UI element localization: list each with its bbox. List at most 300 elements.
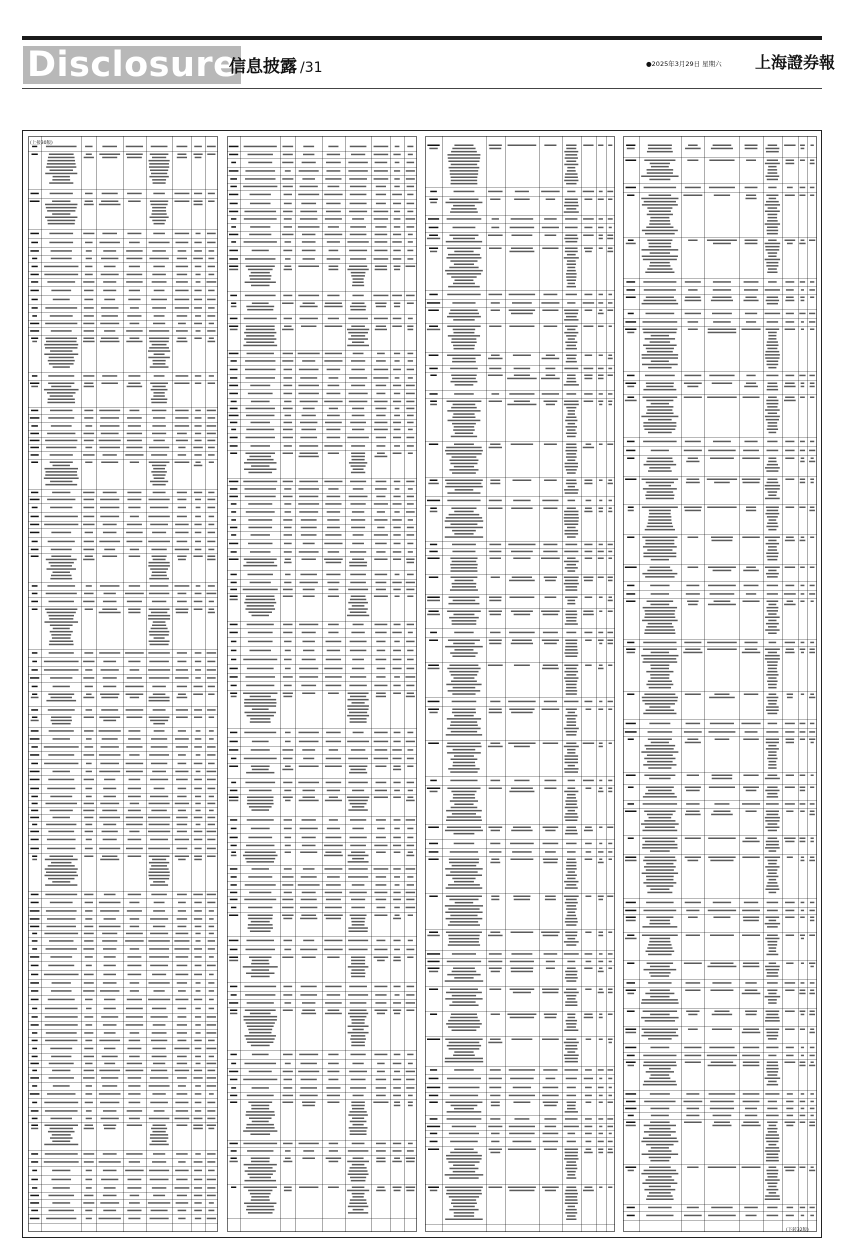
cell-text bbox=[52, 723, 71, 725]
cell-text bbox=[449, 1133, 479, 1135]
cell-text bbox=[649, 265, 670, 267]
cell-text bbox=[566, 632, 576, 634]
cell-text bbox=[50, 625, 73, 627]
cell-text bbox=[584, 701, 592, 703]
cell-text bbox=[30, 440, 40, 442]
cell-text bbox=[178, 754, 186, 756]
cell-text bbox=[101, 462, 118, 464]
cell-text bbox=[643, 425, 676, 427]
cell-text bbox=[284, 685, 292, 687]
cell-text bbox=[350, 1010, 367, 1012]
cell-text bbox=[100, 585, 120, 587]
cell-text bbox=[746, 593, 756, 595]
cell-text bbox=[545, 1126, 556, 1128]
cell-text bbox=[799, 195, 805, 197]
cell-text bbox=[628, 787, 634, 789]
cell-text bbox=[651, 668, 669, 670]
cell-text bbox=[207, 1195, 216, 1197]
cell-text bbox=[608, 1102, 613, 1104]
cell-text bbox=[541, 191, 560, 193]
cell-text bbox=[646, 383, 674, 385]
cell-text bbox=[53, 1187, 70, 1189]
cell-text bbox=[646, 684, 673, 686]
cell-text bbox=[684, 1122, 702, 1124]
cell-text bbox=[153, 266, 164, 268]
cell-text bbox=[103, 1195, 117, 1197]
cell-text bbox=[208, 383, 215, 385]
cell-text bbox=[151, 146, 168, 148]
cell-text bbox=[229, 481, 238, 483]
cell-text bbox=[48, 1131, 75, 1133]
cell-text bbox=[84, 1032, 93, 1034]
cell-text bbox=[451, 177, 478, 179]
cell-text bbox=[374, 892, 387, 894]
cell-text bbox=[230, 892, 237, 894]
cell-text bbox=[177, 433, 187, 435]
cell-text bbox=[686, 461, 699, 463]
cell-text bbox=[599, 480, 603, 482]
cell-text bbox=[209, 1056, 214, 1058]
cell-text bbox=[453, 413, 474, 415]
cell-text bbox=[810, 649, 815, 651]
cell-text bbox=[84, 290, 93, 292]
cell-text bbox=[811, 458, 814, 460]
cell-text bbox=[99, 754, 121, 756]
cell-text bbox=[429, 896, 437, 898]
cell-text bbox=[394, 306, 400, 308]
cell-text bbox=[102, 556, 117, 558]
cell-text bbox=[352, 1196, 363, 1198]
cell-text bbox=[99, 652, 120, 654]
cell-text bbox=[767, 585, 778, 587]
cell-text bbox=[449, 1048, 480, 1050]
cell-text bbox=[450, 564, 477, 566]
cell-text bbox=[711, 537, 733, 539]
cell-text bbox=[566, 294, 577, 296]
cell-text bbox=[31, 709, 38, 711]
cell-text bbox=[430, 632, 437, 634]
cell-text bbox=[393, 534, 400, 536]
cell-text bbox=[769, 892, 777, 894]
cell-text bbox=[799, 243, 805, 245]
cell-text bbox=[768, 256, 776, 258]
cell-text bbox=[542, 989, 559, 991]
cell-text bbox=[544, 218, 557, 220]
cell-text bbox=[567, 752, 575, 754]
cell-text bbox=[230, 1010, 237, 1012]
cell-text bbox=[766, 513, 780, 515]
cell-text bbox=[207, 848, 216, 850]
cell-text bbox=[99, 1040, 120, 1042]
cell-text bbox=[298, 488, 318, 490]
cell-text bbox=[686, 1011, 699, 1013]
cell-text bbox=[607, 827, 613, 829]
cell-text bbox=[101, 697, 118, 699]
cell-text bbox=[768, 207, 777, 209]
cell-text bbox=[625, 910, 636, 912]
cell-text bbox=[30, 499, 40, 501]
cell-text bbox=[766, 1011, 780, 1013]
cell-text bbox=[599, 746, 603, 748]
cell-text bbox=[810, 537, 814, 539]
cell-text bbox=[712, 1014, 732, 1016]
cell-text bbox=[196, 771, 201, 773]
cell-text bbox=[53, 686, 70, 688]
cell-text bbox=[642, 620, 678, 622]
cell-text bbox=[129, 831, 139, 833]
cell-text bbox=[448, 884, 480, 886]
cell-text bbox=[714, 803, 729, 805]
cell-text bbox=[625, 857, 636, 859]
date-line bbox=[646, 59, 722, 68]
cell-text bbox=[406, 170, 415, 172]
cell-text bbox=[649, 485, 671, 487]
cell-text bbox=[49, 618, 73, 620]
cell-text bbox=[800, 803, 806, 805]
cell-text bbox=[349, 949, 368, 951]
cell-text bbox=[48, 694, 74, 696]
cell-text bbox=[810, 811, 815, 813]
cell-text bbox=[509, 1126, 535, 1128]
cell-text bbox=[326, 429, 340, 431]
cell-text bbox=[103, 948, 116, 950]
cell-text bbox=[285, 845, 291, 847]
cell-text bbox=[510, 227, 534, 229]
cell-text bbox=[30, 738, 40, 740]
cell-text bbox=[152, 1032, 167, 1034]
cell-text bbox=[786, 739, 795, 741]
cell-text bbox=[193, 1077, 202, 1079]
cell-text bbox=[810, 145, 813, 147]
cell-text bbox=[248, 472, 272, 474]
cell-text bbox=[685, 187, 701, 189]
cell-text bbox=[565, 1005, 577, 1007]
cell-text bbox=[126, 694, 144, 696]
cell-text bbox=[767, 450, 779, 452]
cell-text bbox=[209, 956, 214, 958]
cell-text bbox=[801, 240, 805, 242]
cell-text bbox=[149, 803, 170, 805]
cell-text bbox=[586, 444, 592, 446]
cell-text bbox=[303, 146, 314, 148]
cell-text bbox=[299, 766, 319, 768]
cell-text bbox=[325, 303, 342, 305]
cell-text bbox=[767, 464, 778, 466]
cell-text bbox=[393, 1079, 401, 1081]
cell-text bbox=[231, 1150, 237, 1152]
cell-text bbox=[785, 321, 794, 323]
cell-text bbox=[302, 797, 314, 799]
cell-text bbox=[685, 510, 701, 512]
cell-text bbox=[448, 908, 479, 910]
cell-text bbox=[488, 191, 502, 193]
cell-text bbox=[452, 361, 476, 363]
cell-text bbox=[452, 1126, 476, 1128]
cell-text bbox=[394, 266, 401, 268]
cell-text bbox=[127, 601, 142, 603]
cell-text bbox=[126, 817, 143, 819]
cell-text bbox=[126, 330, 142, 332]
cell-text bbox=[128, 974, 142, 976]
cell-text bbox=[327, 790, 340, 792]
cell-text bbox=[448, 1087, 479, 1089]
cell-text bbox=[643, 642, 676, 644]
cell-text bbox=[243, 966, 278, 968]
cell-text bbox=[209, 717, 214, 719]
cell-text bbox=[208, 1128, 214, 1130]
cell-text bbox=[32, 266, 38, 268]
cell-text bbox=[566, 483, 577, 485]
cell-text bbox=[607, 251, 613, 253]
cell-text bbox=[627, 397, 634, 399]
cell-text bbox=[447, 154, 480, 156]
cell-text bbox=[565, 656, 577, 658]
cell-text bbox=[208, 290, 214, 292]
cell-text bbox=[393, 899, 401, 901]
cell-text bbox=[564, 520, 578, 522]
cell-text bbox=[608, 1149, 612, 1151]
cell-text bbox=[47, 612, 76, 614]
cell-text bbox=[648, 1038, 672, 1040]
cell-text bbox=[452, 878, 475, 880]
cell-text bbox=[765, 223, 780, 225]
cell-text bbox=[324, 360, 342, 362]
cell-text bbox=[768, 268, 777, 270]
cell-text bbox=[649, 923, 670, 925]
cell-text bbox=[300, 907, 317, 909]
cell-text bbox=[566, 743, 576, 745]
cell-text bbox=[599, 989, 603, 991]
cell-text bbox=[44, 274, 78, 276]
cell-text bbox=[768, 823, 778, 825]
cell-text bbox=[649, 195, 672, 197]
cell-text bbox=[195, 677, 201, 679]
cell-text bbox=[85, 1063, 92, 1065]
cell-text bbox=[429, 1102, 438, 1104]
cell-text bbox=[349, 462, 367, 464]
cell-text bbox=[350, 481, 366, 483]
cell-text bbox=[713, 917, 730, 919]
cell-text bbox=[491, 1105, 500, 1107]
cell-text bbox=[298, 782, 319, 784]
cell-text bbox=[491, 896, 499, 898]
cell-text bbox=[565, 646, 577, 648]
cell-text bbox=[708, 604, 736, 606]
cell-text bbox=[104, 956, 116, 958]
cell-text bbox=[767, 160, 778, 162]
cell-text bbox=[566, 393, 576, 395]
cell-text bbox=[599, 780, 602, 782]
cell-text bbox=[376, 1158, 385, 1160]
cell-text bbox=[154, 1110, 165, 1112]
cell-text bbox=[394, 676, 400, 678]
cell-text bbox=[300, 1063, 316, 1065]
cell-text bbox=[490, 862, 500, 864]
cell-text bbox=[429, 640, 438, 642]
cell-text bbox=[175, 417, 188, 419]
cell-text bbox=[583, 326, 593, 328]
cell-text bbox=[607, 444, 613, 446]
cell-text bbox=[229, 915, 238, 917]
cell-text bbox=[178, 447, 185, 449]
cell-text bbox=[208, 1170, 215, 1172]
cell-text bbox=[448, 944, 480, 946]
cell-text bbox=[86, 250, 92, 252]
cell-text bbox=[31, 556, 39, 558]
cell-text bbox=[800, 935, 805, 937]
cell-text bbox=[375, 543, 387, 545]
cell-text bbox=[429, 444, 438, 446]
cell-text bbox=[429, 1095, 438, 1097]
cell-text bbox=[568, 1017, 576, 1019]
cell-text bbox=[708, 1167, 736, 1169]
cell-text bbox=[302, 360, 315, 362]
cell-text bbox=[567, 1105, 576, 1107]
cell-text bbox=[325, 986, 341, 988]
cell-text bbox=[376, 852, 386, 854]
cell-text bbox=[451, 183, 478, 185]
cell-text bbox=[86, 839, 92, 841]
cell-text bbox=[646, 482, 674, 484]
cell-text bbox=[765, 629, 779, 631]
cell-text bbox=[251, 1105, 269, 1107]
cell-text bbox=[102, 1056, 118, 1058]
cell-text bbox=[44, 763, 78, 765]
cell-text bbox=[128, 839, 142, 841]
cell-text bbox=[445, 905, 483, 907]
cell-text bbox=[683, 195, 702, 197]
cell-text bbox=[627, 694, 634, 696]
cell-text bbox=[208, 612, 215, 614]
cell-text bbox=[490, 614, 501, 616]
cell-text bbox=[84, 803, 94, 805]
cell-text bbox=[449, 859, 479, 861]
cell-text bbox=[446, 1158, 481, 1160]
cell-text bbox=[743, 787, 759, 789]
cell-text bbox=[209, 462, 214, 464]
cell-text bbox=[646, 917, 673, 919]
cell-text bbox=[430, 1014, 437, 1016]
cell-text bbox=[744, 281, 759, 283]
cell-text bbox=[84, 499, 95, 501]
cell-text bbox=[766, 403, 778, 405]
cell-text bbox=[49, 154, 74, 156]
cell-text bbox=[244, 899, 276, 901]
cell-text bbox=[282, 884, 293, 886]
cell-text bbox=[646, 1071, 674, 1073]
cell-text bbox=[786, 1108, 793, 1110]
cell-text bbox=[429, 551, 437, 553]
cell-text bbox=[765, 827, 779, 829]
cell-text bbox=[86, 738, 92, 740]
cell-text bbox=[282, 146, 293, 148]
cell-text bbox=[449, 235, 478, 237]
cell-text bbox=[44, 478, 79, 480]
cell-text bbox=[245, 377, 275, 379]
cell-text bbox=[149, 641, 170, 643]
cell-text bbox=[83, 454, 94, 456]
cell-text bbox=[564, 332, 578, 334]
cell-text bbox=[284, 819, 292, 821]
cell-text bbox=[84, 386, 94, 388]
cell-text bbox=[374, 957, 389, 959]
cell-text bbox=[800, 1207, 805, 1209]
cell-text bbox=[627, 332, 634, 334]
cell-text bbox=[392, 749, 401, 751]
cell-text bbox=[584, 227, 592, 229]
cell-text bbox=[327, 1095, 340, 1097]
cell-text bbox=[745, 145, 758, 147]
cell-text bbox=[649, 1157, 671, 1159]
cell-text bbox=[84, 940, 93, 942]
cell-text bbox=[449, 938, 479, 940]
cell-text bbox=[685, 694, 701, 696]
cell-text bbox=[428, 665, 439, 667]
cell-text bbox=[743, 450, 759, 452]
cell-text bbox=[583, 780, 594, 782]
cell-text bbox=[449, 899, 478, 901]
cell-text bbox=[514, 375, 530, 377]
cell-text bbox=[541, 932, 560, 934]
cell-text bbox=[31, 338, 38, 340]
cell-text bbox=[394, 269, 400, 271]
cell-text bbox=[491, 971, 500, 973]
cell-text bbox=[47, 402, 75, 404]
cell-text bbox=[230, 624, 238, 626]
cell-text bbox=[152, 859, 166, 861]
cell-text bbox=[453, 404, 476, 406]
cell-text bbox=[811, 482, 814, 484]
cell-text bbox=[45, 609, 77, 611]
cell-text bbox=[564, 524, 578, 526]
cell-text bbox=[768, 281, 777, 283]
cell-text bbox=[250, 385, 270, 387]
cell-text bbox=[766, 176, 780, 178]
cell-text bbox=[231, 650, 237, 652]
cell-text bbox=[244, 1203, 276, 1205]
cell-text bbox=[800, 1167, 806, 1169]
cell-text bbox=[195, 1093, 202, 1095]
cell-text bbox=[567, 302, 575, 304]
cell-text bbox=[194, 831, 202, 833]
cell-text bbox=[103, 974, 116, 976]
cell-text bbox=[352, 543, 364, 545]
cell-text bbox=[586, 500, 592, 502]
cell-text bbox=[129, 1118, 140, 1120]
cell-text bbox=[348, 1174, 369, 1176]
cell-text bbox=[101, 1179, 118, 1181]
cell-text bbox=[208, 341, 216, 343]
cell-text bbox=[246, 326, 275, 328]
cell-text bbox=[374, 986, 387, 988]
cell-text bbox=[349, 250, 367, 252]
cell-text bbox=[649, 211, 671, 213]
cell-text bbox=[430, 1069, 437, 1071]
cell-text bbox=[353, 282, 364, 284]
cell-text bbox=[127, 524, 142, 526]
cell-text bbox=[454, 511, 473, 513]
cell-text bbox=[352, 605, 365, 607]
cell-text bbox=[194, 242, 201, 244]
cell-text bbox=[196, 585, 201, 587]
cell-text bbox=[453, 762, 475, 764]
cell-text bbox=[450, 310, 477, 312]
cell-text bbox=[746, 510, 756, 512]
cell-text bbox=[103, 492, 117, 494]
cell-text bbox=[765, 938, 779, 940]
cell-text bbox=[707, 1055, 737, 1057]
cell-text bbox=[348, 338, 368, 340]
